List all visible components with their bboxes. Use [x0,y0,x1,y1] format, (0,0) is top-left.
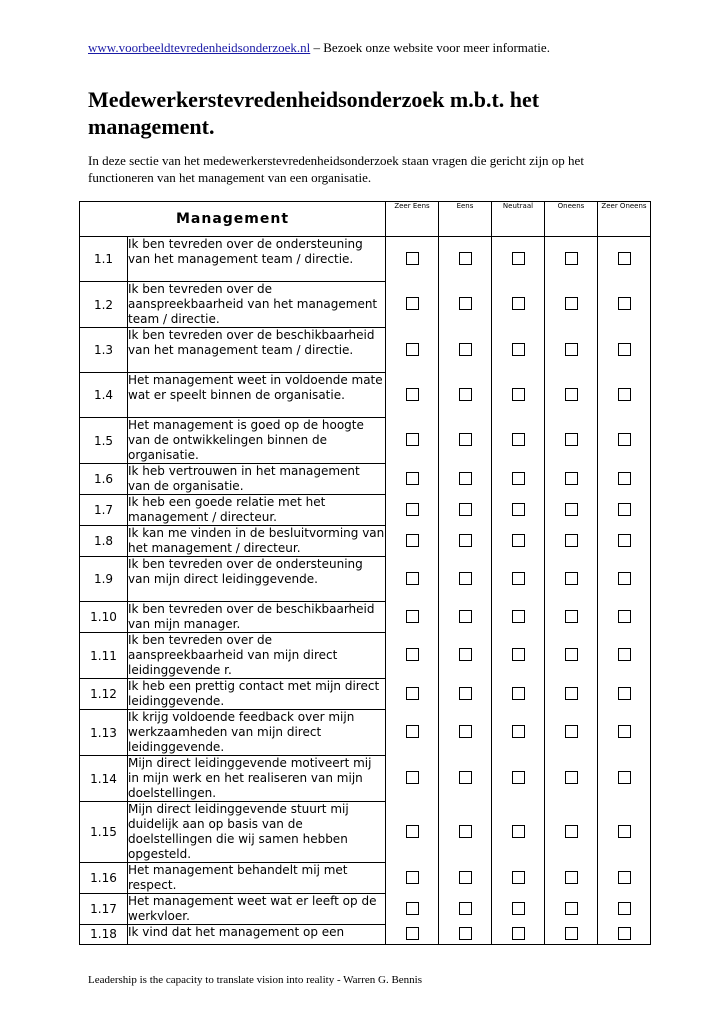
table-row [80,925,651,945]
answer-cell [439,282,492,328]
answer-checkbox[interactable] [512,725,525,738]
question-text: Ik ben tevreden over de ondersteuning van het management team / directie. [128,237,386,282]
answer-checkbox[interactable] [512,648,525,661]
answer-checkbox[interactable] [459,252,472,265]
answer-cell [439,602,492,633]
answer-cell [492,925,545,945]
answer-checkbox[interactable] [565,871,578,884]
answer-checkbox[interactable] [406,534,419,547]
question-number: 1.14 [80,756,128,802]
answer-cell [492,237,545,282]
question-text: Ik ben tevreden over de ondersteuning van mijn direct leidinggevende. [128,557,386,602]
question-number: 1.10 [80,602,128,633]
question-number: 1.9 [80,557,128,602]
answer-checkbox[interactable] [459,927,472,940]
answer-cell [386,373,439,418]
answer-checkbox[interactable] [565,771,578,784]
answer-checkbox[interactable] [459,648,472,661]
option-header: Eens [439,202,492,237]
answer-cell [545,464,598,495]
answer-cell [545,925,598,945]
answer-cell [386,464,439,495]
question-number: 1.8 [80,526,128,557]
table-header-row [80,202,651,237]
answer-checkbox[interactable] [512,534,525,547]
option-header: Zeer Oneens [598,202,651,237]
question-number: 1.4 [80,373,128,418]
answer-checkbox[interactable] [406,297,419,310]
answer-checkbox[interactable] [618,902,631,915]
answer-cell [386,863,439,894]
page-header [88,40,550,56]
answer-checkbox[interactable] [565,825,578,838]
answer-checkbox[interactable] [459,771,472,784]
answer-cell [545,328,598,373]
answer-checkbox[interactable] [565,388,578,401]
answer-checkbox[interactable] [459,610,472,623]
answer-checkbox[interactable] [618,871,631,884]
answer-checkbox[interactable] [459,388,472,401]
answer-cell [386,894,439,925]
table-row [80,464,651,495]
answer-cell [598,282,651,328]
section-heading: Management [80,202,386,237]
answer-checkbox[interactable] [459,534,472,547]
answer-checkbox[interactable] [406,871,419,884]
question-text: Het management weet in voldoende mate wat er speelt binnen de organisatie. [128,373,386,418]
question-text: Ik heb een goede relatie met het management / directeur. [128,495,386,526]
answer-checkbox[interactable] [459,433,472,446]
answer-cell [545,710,598,756]
question-number: 1.3 [80,328,128,373]
answer-cell [545,756,598,802]
answer-cell [598,710,651,756]
option-header: Zeer Eens [386,202,439,237]
answer-cell [386,710,439,756]
question-text: Ik ben tevreden over de beschikbaarheid van het management team / directie. [128,328,386,373]
header-text: – Bezoek onze website voor meer informatie. [310,40,550,55]
question-text: Ik krijg voldoende feedback over mijn werkzaamheden van mijn direct leidinggevende. [128,710,386,756]
answer-cell [386,237,439,282]
table-row [80,710,651,756]
answer-checkbox[interactable] [406,902,419,915]
answer-cell [545,237,598,282]
answer-checkbox[interactable] [406,687,419,700]
website-link[interactable]: www.voorbeeldtevredenheidsonderzoek.nl [88,40,311,55]
answer-checkbox[interactable] [618,725,631,738]
answer-cell [492,495,545,526]
answer-checkbox[interactable] [618,771,631,784]
table-row [80,495,651,526]
answer-cell [598,373,651,418]
answer-cell [439,495,492,526]
answer-cell [492,602,545,633]
answer-checkbox[interactable] [512,388,525,401]
question-number: 1.11 [80,633,128,679]
answer-checkbox[interactable] [512,771,525,784]
answer-cell [598,464,651,495]
question-number: 1.15 [80,802,128,863]
question-number: 1.18 [80,925,128,945]
answer-cell [545,633,598,679]
answer-cell [545,418,598,464]
answer-cell [492,802,545,863]
answer-checkbox[interactable] [618,927,631,940]
answer-checkbox[interactable] [565,610,578,623]
question-number: 1.2 [80,282,128,328]
answer-cell [545,602,598,633]
answer-cell [439,237,492,282]
option-header: Neutraal [492,202,545,237]
answer-cell [492,328,545,373]
answer-checkbox[interactable] [618,472,631,485]
answer-checkbox[interactable] [512,927,525,940]
answer-checkbox[interactable] [618,252,631,265]
answer-cell [598,863,651,894]
answer-cell [386,557,439,602]
answer-checkbox[interactable] [459,297,472,310]
answer-cell [598,894,651,925]
answer-checkbox[interactable] [459,687,472,700]
answer-cell [386,282,439,328]
answer-cell [492,756,545,802]
question-number: 1.7 [80,495,128,526]
answer-checkbox[interactable] [565,648,578,661]
answer-checkbox[interactable] [618,648,631,661]
answer-checkbox[interactable] [565,503,578,516]
answer-checkbox[interactable] [618,825,631,838]
answer-checkbox[interactable] [565,343,578,356]
answer-cell [439,710,492,756]
answer-cell [386,756,439,802]
answer-checkbox[interactable] [618,388,631,401]
table-row [80,894,651,925]
answer-cell [386,495,439,526]
answer-checkbox[interactable] [406,503,419,516]
answer-checkbox[interactable] [459,871,472,884]
answer-checkbox[interactable] [618,297,631,310]
answer-checkbox[interactable] [459,825,472,838]
answer-cell [492,894,545,925]
table-row [80,602,651,633]
answer-cell [386,633,439,679]
answer-cell [439,418,492,464]
answer-checkbox[interactable] [618,572,631,585]
answer-checkbox[interactable] [512,572,525,585]
answer-cell [439,633,492,679]
answer-cell [598,756,651,802]
answer-checkbox[interactable] [406,825,419,838]
answer-cell [439,373,492,418]
answer-cell [439,464,492,495]
answer-cell [439,894,492,925]
answer-cell [492,557,545,602]
question-text: Ik vind dat het management op een [128,925,386,945]
answer-cell [386,418,439,464]
answer-cell [439,679,492,710]
answer-checkbox[interactable] [406,610,419,623]
question-text: Mijn direct leidinggevende stuurt mij duidelijk aan op basis van de doelstellingen die wij samen hebben opgesteld. [128,802,386,863]
answer-cell [598,526,651,557]
question-text: Het management is goed op de hoogte van de ontwikkelingen binnen de organisatie. [128,418,386,464]
answer-checkbox[interactable] [618,503,631,516]
answer-checkbox[interactable] [459,902,472,915]
table-row [80,802,651,863]
answer-cell [492,633,545,679]
answer-checkbox[interactable] [406,572,419,585]
answer-checkbox[interactable] [406,472,419,485]
answer-cell [598,237,651,282]
answer-checkbox[interactable] [565,902,578,915]
question-number: 1.12 [80,679,128,710]
answer-cell [386,802,439,863]
answer-cell [545,373,598,418]
answer-checkbox[interactable] [565,472,578,485]
table-row [80,756,651,802]
question-number: 1.6 [80,464,128,495]
question-text: Ik ben tevreden over de aanspreekbaarheid van mijn direct leidinggevende r. [128,633,386,679]
answer-checkbox[interactable] [459,472,472,485]
table-row [80,328,651,373]
answer-checkbox[interactable] [406,433,419,446]
answer-checkbox[interactable] [618,610,631,623]
answer-checkbox[interactable] [565,572,578,585]
intro-text: In deze sectie van het medewerkerstevredenheidsonderzoek staan vragen die gericht zijn op het functioneren van het management van een organisatie. [88,153,584,185]
answer-cell [439,557,492,602]
answer-checkbox[interactable] [459,343,472,356]
answer-cell [492,418,545,464]
answer-checkbox[interactable] [512,343,525,356]
answer-cell [492,863,545,894]
answer-cell [598,679,651,710]
answer-cell [598,633,651,679]
answer-checkbox[interactable] [565,297,578,310]
answer-cell [386,679,439,710]
answer-checkbox[interactable] [618,687,631,700]
answer-cell [598,557,651,602]
question-number: 1.17 [80,894,128,925]
answer-checkbox[interactable] [512,902,525,915]
answer-cell [598,495,651,526]
answer-cell [598,802,651,863]
answer-checkbox[interactable] [565,725,578,738]
answer-cell [545,679,598,710]
answer-cell [439,328,492,373]
answer-cell [492,282,545,328]
answer-checkbox[interactable] [565,433,578,446]
question-text: Het management weet wat er leeft op de werkvloer. [128,894,386,925]
page-title: Medewerkerstevredenheidsonderzoek m.b.t. het management. [88,87,540,139]
answer-checkbox[interactable] [512,252,525,265]
answer-checkbox[interactable] [512,503,525,516]
answer-cell [439,756,492,802]
table-row [80,863,651,894]
survey-table [79,201,651,945]
answer-checkbox[interactable] [512,472,525,485]
answer-cell [545,863,598,894]
answer-cell [545,526,598,557]
question-number: 1.5 [80,418,128,464]
answer-cell [439,925,492,945]
table-row [80,418,651,464]
answer-checkbox[interactable] [565,534,578,547]
question-text: Ik heb een prettig contact met mijn direct leidinggevende. [128,679,386,710]
answer-cell [545,557,598,602]
answer-checkbox[interactable] [512,297,525,310]
answer-checkbox[interactable] [565,927,578,940]
answer-cell [598,328,651,373]
answer-cell [492,710,545,756]
answer-cell [439,526,492,557]
answer-cell [545,802,598,863]
answer-checkbox[interactable] [512,610,525,623]
footer-quote: Leadership is the capacity to translate vision into reality - Warren G. Bennis [88,974,423,986]
answer-cell [386,526,439,557]
answer-cell [386,925,439,945]
answer-cell [545,495,598,526]
answer-checkbox[interactable] [406,648,419,661]
answer-checkbox[interactable] [512,825,525,838]
answer-cell [386,328,439,373]
table-row [80,557,651,602]
answer-checkbox[interactable] [459,725,472,738]
answer-checkbox[interactable] [406,927,419,940]
answer-checkbox[interactable] [565,687,578,700]
answer-checkbox[interactable] [459,572,472,585]
answer-checkbox[interactable] [406,343,419,356]
table-row [80,237,651,282]
question-text: Ik ben tevreden over de aanspreekbaarheid van het management team / directie. [128,282,386,328]
question-text: Ik kan me vinden in de besluitvorming van het management / directeur. [128,526,385,555]
answer-cell [492,526,545,557]
table-row [80,373,651,418]
answer-cell [439,802,492,863]
table-row [80,633,651,679]
answer-checkbox[interactable] [406,252,419,265]
answer-checkbox[interactable] [512,433,525,446]
question-number: 1.16 [80,863,128,894]
question-text: Mijn direct leidinggevende motiveert mij in mijn werk en het realiseren van mijn doelstellingen. [128,756,386,802]
answer-cell [598,925,651,945]
answer-checkbox[interactable] [512,871,525,884]
question-text: Ik ben tevreden over de beschikbaarheid van mijn manager. [128,602,386,633]
answer-checkbox[interactable] [406,388,419,401]
answer-cell [439,863,492,894]
answer-checkbox[interactable] [618,433,631,446]
question-number: 1.13 [80,710,128,756]
answer-cell [492,373,545,418]
answer-cell [598,602,651,633]
table-row [80,526,651,557]
answer-cell [492,679,545,710]
question-text: Ik heb vertrouwen in het management van de organisatie. [128,464,386,495]
answer-cell [545,282,598,328]
table-row [80,679,651,710]
answer-cell [545,894,598,925]
answer-cell [386,602,439,633]
answer-checkbox[interactable] [618,534,631,547]
answer-checkbox[interactable] [406,771,419,784]
answer-checkbox[interactable] [512,687,525,700]
question-number: 1.1 [80,237,128,282]
answer-checkbox[interactable] [406,725,419,738]
answer-checkbox[interactable] [565,252,578,265]
table-row [80,282,651,328]
question-text: Het management behandelt mij met respect. [128,863,386,894]
answer-cell [492,464,545,495]
answer-checkbox[interactable] [618,343,631,356]
answer-checkbox[interactable] [459,503,472,516]
answer-cell [598,418,651,464]
option-header: Oneens [545,202,598,237]
